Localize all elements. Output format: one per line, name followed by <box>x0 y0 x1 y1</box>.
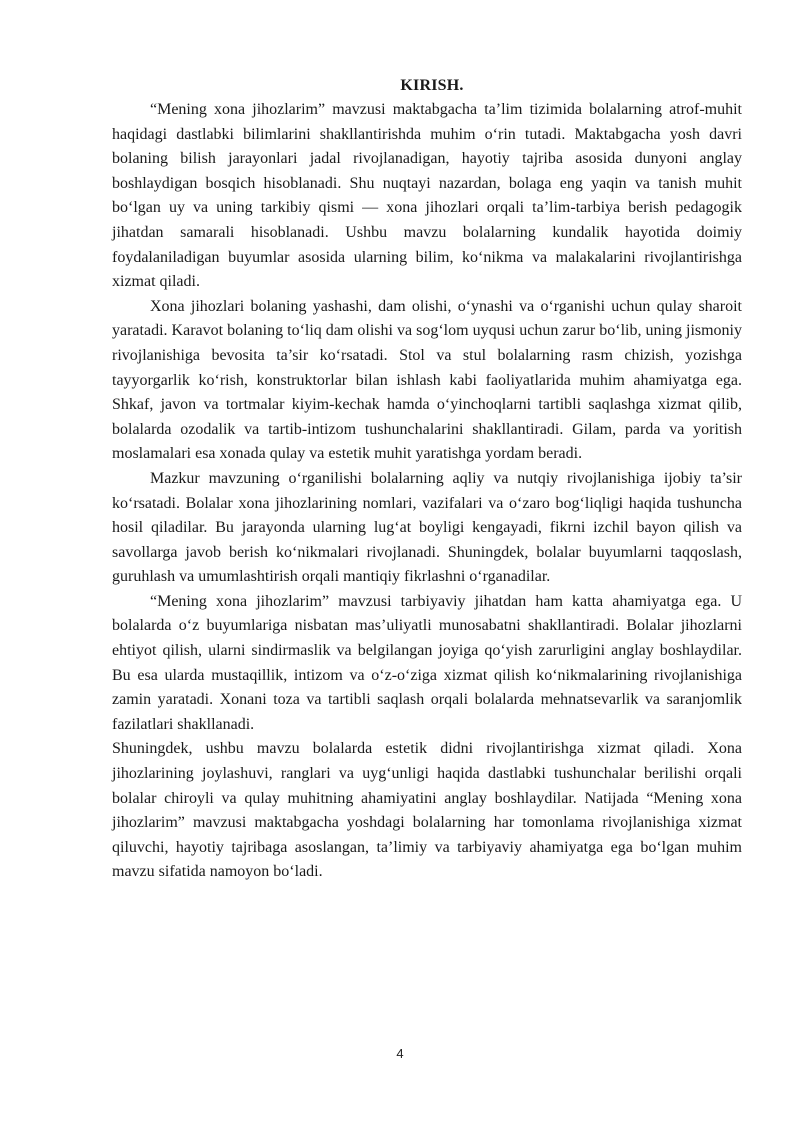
document-page <box>112 74 742 885</box>
page-number: 4 <box>396 1046 404 1061</box>
paragraph-furniture: Xona jihozlari bolaning yashashi, dam olishi, o‘ynashi va o‘rganishi uchun qulay sharoit yaratadi. Karavot bolaning to‘liq dam olishi va sog‘lom uyqusi uchun zarur bo‘lib, uning jismoniy rivojlanishiga bevosita ta’sir ko‘rsatadi. Stol va stul bolalarning rasm chizish, yozishga tayyorgarlik ko‘rish, konstruktorlar bilan ishlash kabi faoliyatlarida muhim ahamiyatga ega. Shkaf, javon va tortmalar kiyim-kechak hamda o‘yinchoqlarni tartibli saqlashga xizmat qilib, bolalarda ozodalik va tartib-intizom tushunchalarini shakllantiradi. Gilam, parda va yoritish moslamalari esa xonada qulay va estetik muhit yaratishga yordam beradi. <box>112 297 742 463</box>
section-title: KIRISH. <box>400 77 464 94</box>
paragraph-development: Mazkur mavzuning o‘rganilishi bolalarning aqliy va nutqiy rivojlanishiga ijobiy ta’sir ko‘rsatadi. Bolalar xona jihozlarining nomlari, vazifalari va o‘zaro bog‘liqligi haqida tushuncha hosil qiladilar. Bu jarayonda ularning lug‘at boyligi kengayadi, fikrni izchil bayon qilish va savollarga javob berish ko‘nikmalari rivojlanadi. Shuningdek, bolalar buyumlarni taqqoslash, guruhlash va umumlashtirish orqali mantiqiy fikrlashni o‘rganadilar. <box>112 469 742 586</box>
paragraph-intro: “Mening xona jihozlarim” mavzusi maktabgacha ta’lim tizimida bolalarning atrof-muhit haqidagi dastlabki bilimlarini shakllantirishda muhim o‘rin tutadi. Maktabgacha yosh davri bolaning bilish jarayonlari jadal rivojlanadigan, hayotiy tajriba asosida dunyoni anglay boshlaydigan bosqich hisoblanadi. Shu nuqtayi nazardan, bolaga eng yaqin va tanish muhit bo‘lgan uy va uning tarkibiy qismi — xona jihozlari orqali ta’lim-tarbiya berish pedagogik jihatdan samarali hisoblanadi. Ushbu mavzu bolalarning kundalik hayotida doimiy foydalaniladigan buyumlar asosida ularning bilim, ko‘nikma va malakalarini rivojlantirishga xizmat qiladi. <box>112 101 742 291</box>
paragraph-upbringing: “Mening xona jihozlarim” mavzusi tarbiyaviy jihatdan ham katta ahamiyatga ega. U bolalarda o‘z buyumlariga nisbatan mas’uliyatli munosabatni shakllantiradi. Bolalar jihozlarni ehtiyot qilish, ularni sindirmaslik va belgilangan joyiga qo‘yish zarurligini anglay boshlaydilar. Bu esa ularda mustaqillik, intizom va o‘z-o‘ziga xizmat qilish ko‘nikmalarining rivojlanishiga zamin yaratadi. Xonani toza va tartibli saqlash orqali bolalarda mehnatsevarlik va saranjomlik fazilatlari shakllanadi. <box>112 592 742 733</box>
paragraph-aesthetic: Shuningdek, ushbu mavzu bolalarda estetik didni rivojlantirishga xizmat qiladi. Xona jihozlarining joylashuvi, ranglari va uyg‘unligi haqida dastlabki tushunchalar berilishi orqali bolalar chiroyli va qulay muhitning ahamiyatini anglay boshlaydilar. Natijada “Mening xona jihozlarim” mavzusi maktabgacha yoshdagi bolalarning har tomonlama rivojlanishiga xizmat qiluvchi, hayotiy tajribaga asoslangan, ta’limiy va tarbiyaviy ahamiyatga ega bo‘lgan muhim mavzu sifatida namoyon bo‘ladi. <box>112 740 742 881</box>
